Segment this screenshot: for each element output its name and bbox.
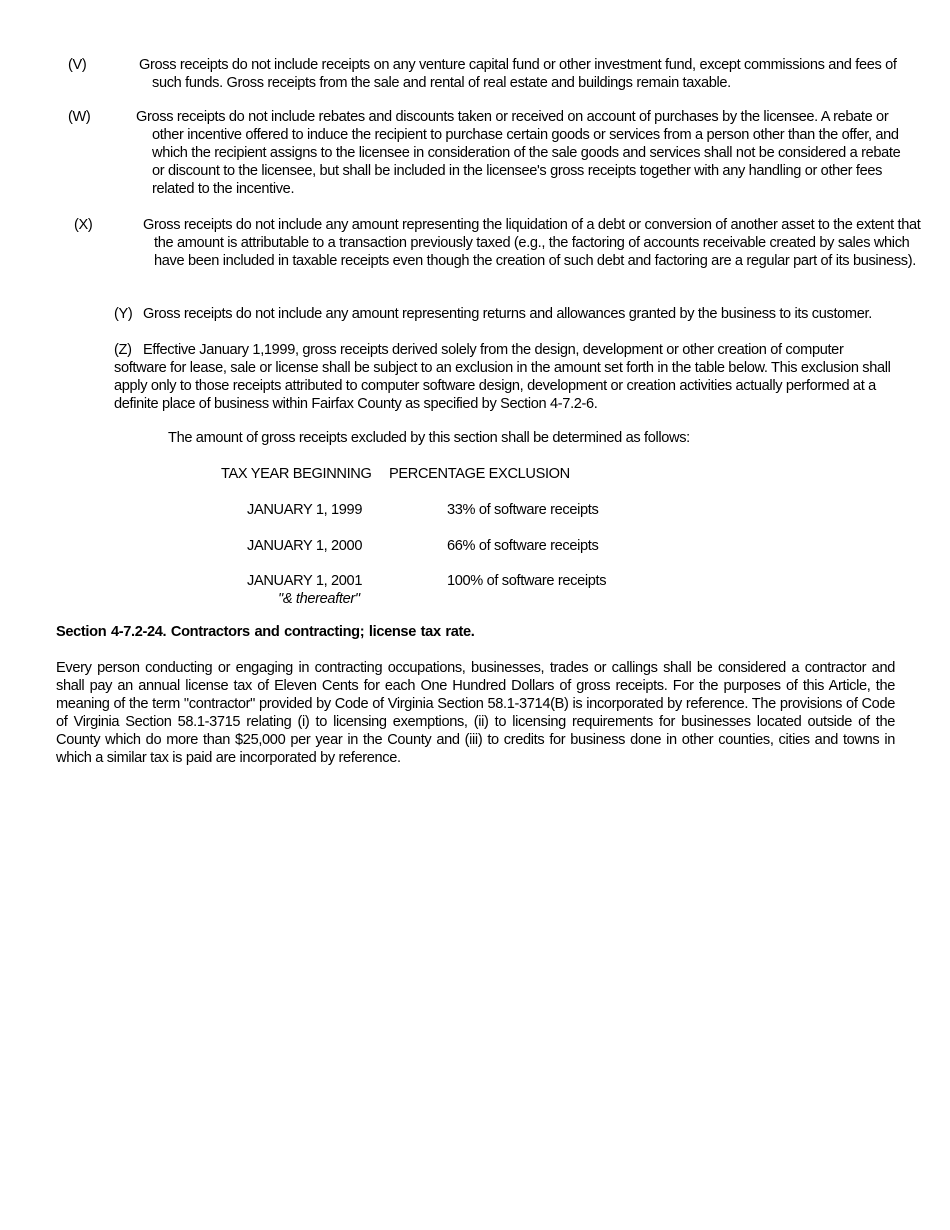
paragraph-x xyxy=(74,216,934,270)
paragraph-w-label: (W) xyxy=(68,109,91,125)
paragraph-y xyxy=(114,305,894,323)
table-row-year: JANUARY 1, 1999 xyxy=(247,502,363,518)
paragraph-w xyxy=(68,108,912,198)
table-row-thereafter-note: "& thereafter" xyxy=(278,591,360,607)
table-header-percentage: PERCENTAGE EXCLUSION xyxy=(389,466,570,482)
table-row-year: JANUARY 1, 2001 xyxy=(247,573,363,589)
paragraph-y-label: (Y) xyxy=(114,306,133,322)
paragraph-x-label: (X) xyxy=(74,217,93,233)
paragraph-z-text: Effective January 1,1999, gross receipts derived solely from the design, development or other creation of computer software for lease, sale or license shall be subject to an exclusion in the amount set forth in the table below. This exclusion shall apply only to those receipts attributed to computer software design, development or creation activities actually performed at a definite place of business within Fairfax County as specified by Section 4-7.2-6. xyxy=(114,342,891,412)
paragraph-v-text: Gross receipts do not include receipts on any venture capital fund or other investment fund, except commissions and fees of such funds. Gross receipts from the sale and rental of real estate and buildings remain taxable. xyxy=(139,57,897,91)
table-row-year: JANUARY 1, 2000 xyxy=(247,538,363,554)
section-heading: Section 4-7.2-24. Contractors and contracting; license tax rate. xyxy=(56,624,475,640)
paragraph-v-label: (V) xyxy=(68,57,87,73)
paragraph-x-text: Gross receipts do not include any amount representing the liquidation of a debt or conversion of another asset to the extent that the amount is attributable to a transaction previously taxed (e.g., the factoring of accounts receivable created by sales which have been included in taxable receipts even though the creation of such debt and factoring are a regular part of its business). xyxy=(143,217,921,269)
table-row-percentage: 100% of software receipts xyxy=(447,573,607,589)
paragraph-y-text: Gross receipts do not include any amount representing returns and allowances granted by the business to its customer. xyxy=(143,306,872,322)
table-row-percentage: 66% of software receipts xyxy=(447,538,599,554)
paragraph-z-label: (Z) xyxy=(114,342,132,358)
table-header-year: TAX YEAR BEGINNING xyxy=(221,466,372,482)
paragraph-w-text: Gross receipts do not include rebates and discounts taken or received on account of purchases by the licensee. A rebate or other incentive offered to induce the recipient to purchase certain goods or services from a person other than the offer, and which the recipient assigns to the licensee in consideration of the sale goods and services shall not be considered a rebate or discount to the licensee, but shall be included in the licensee's gross receipts together with any handling or other fees related to the incentive. xyxy=(136,109,901,197)
exclusion-intro: The amount of gross receipts excluded by this section shall be determined as follows: xyxy=(168,430,690,446)
section-body: Every person conducting or engaging in contracting occupations, businesses, trades or callings shall be considered a contractor and shall pay an annual license tax of Eleven Cents for each One Hundred Dollars of gross receipts. For the purposes of this Article, the meaning of the term "contractor" provided by Code of Virginia Section 58.1-3714(B) is incorporated by reference. The provisions of Code of Virginia Section 58.1-3715 relating (i) to licensing exemptions, (ii) to licensing requirements for businesses located outside of the County which do more than $25,000 per year in the County and (iii) to credits for business done in other counties, cities and towns in which a similar tax is paid are incorporated by reference. xyxy=(56,660,895,766)
paragraph-v xyxy=(68,56,912,92)
paragraph-z xyxy=(114,341,899,413)
table-row-percentage: 33% of software receipts xyxy=(447,502,599,518)
